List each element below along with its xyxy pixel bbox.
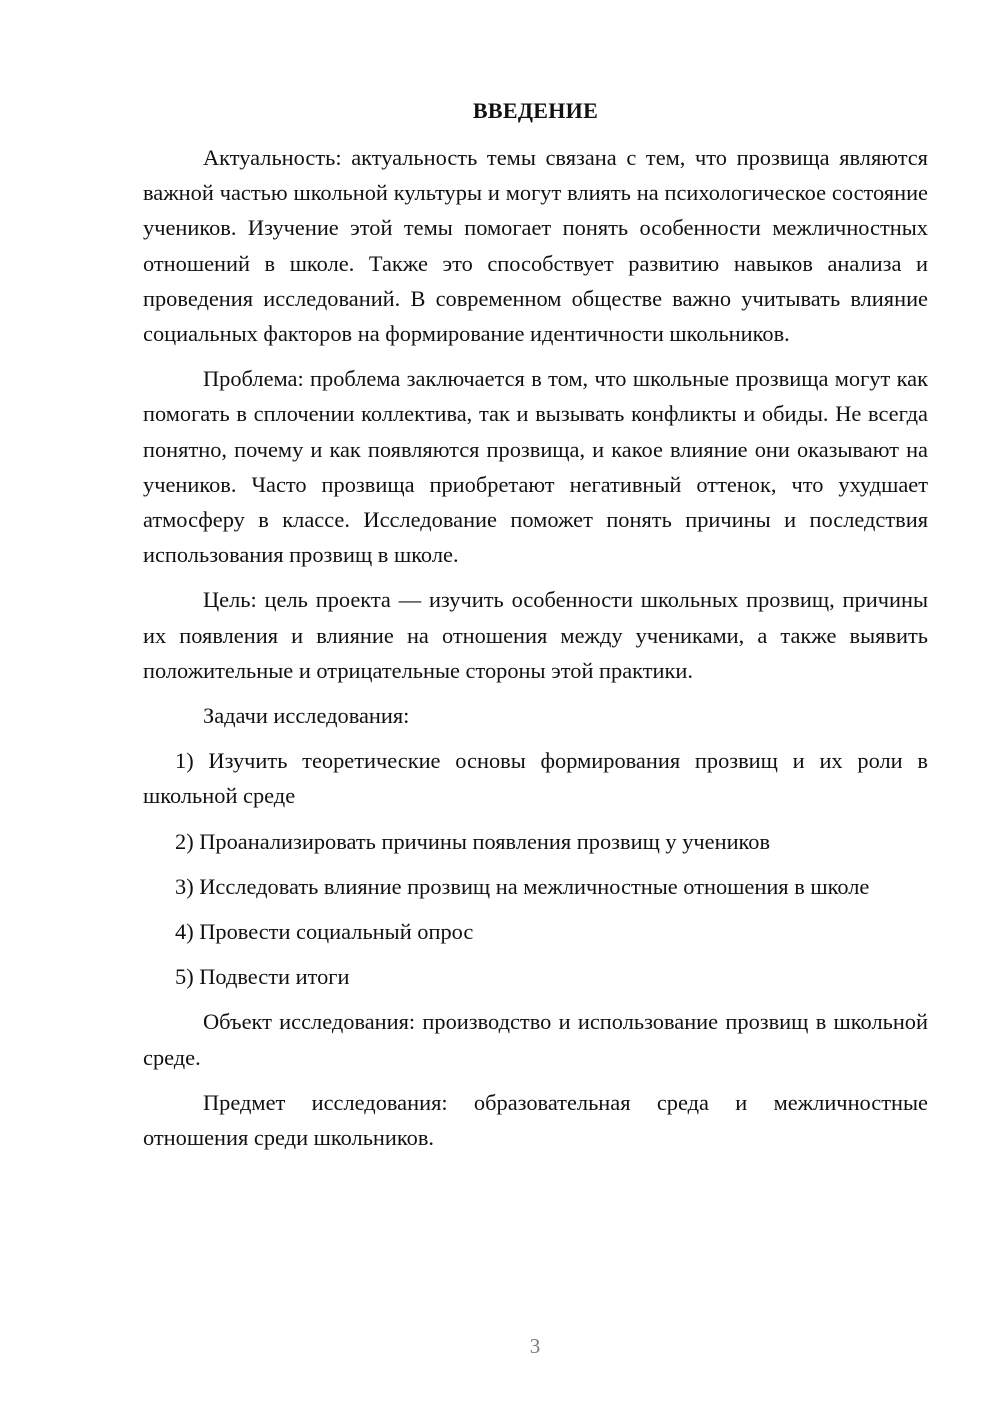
task-item: 2) Проанализировать причины появления прозвищ у учеников [175, 828, 771, 854]
task-item: 1) Изучить теоретические основы формирования прозвищ и их роли в школьной среде [143, 748, 928, 809]
page-content [143, 96, 928, 1155]
relevance-paragraph: Актуальность: актуальность темы связана с тем, что прозвища являются важной частью школьной культуры и могут влиять на психологическое состояние учеников. Изучение этой темы помогает понять особенности межличностных отношений в школе. Также это способствует развитию навыков анализа и проведения исследований. В современном обществе важно учитывать влияние социальных факторов на формирование идентичности школьников. [143, 145, 928, 347]
task-item: 4) Провести социальный опрос [175, 919, 474, 945]
problem-paragraph: Проблема: проблема заключается в том, что школьные прозвища могут как помогать в сплочении коллектива, так и вызывать конфликты и обиды. Не всегда понятно, почему и как появляются прозвища, и какое влияние они оказывают на учеников. Часто прозвища приобретают негативный оттенок, что ухудшает атмосферу в классе. Исследование поможет понять причины и последствия использования прозвищ в школе. [143, 366, 928, 568]
subject-paragraph: Предмет исследования: образовательная среда и межличностные отношения среди школьников. [143, 1089, 928, 1151]
page-number: 3 [529, 1334, 541, 1358]
object-paragraph: Объект исследования: производство и использование прозвищ в школьной среде. [143, 1009, 928, 1070]
section-title: ВВЕДЕНИЕ [472, 98, 599, 123]
task-item: 5) Подвести итоги [175, 964, 350, 990]
tasks-heading: Задачи исследования: [203, 703, 410, 729]
goal-paragraph: Цель: цель проекта — изучить особенности школьных прозвищ, причины их появления и влияние на отношения между учениками, а также выявить положительные и отрицательные стороны этой практики. [143, 587, 928, 683]
task-item: 3) Исследовать влияние прозвищ на межличностные отношения в школе [175, 873, 870, 899]
